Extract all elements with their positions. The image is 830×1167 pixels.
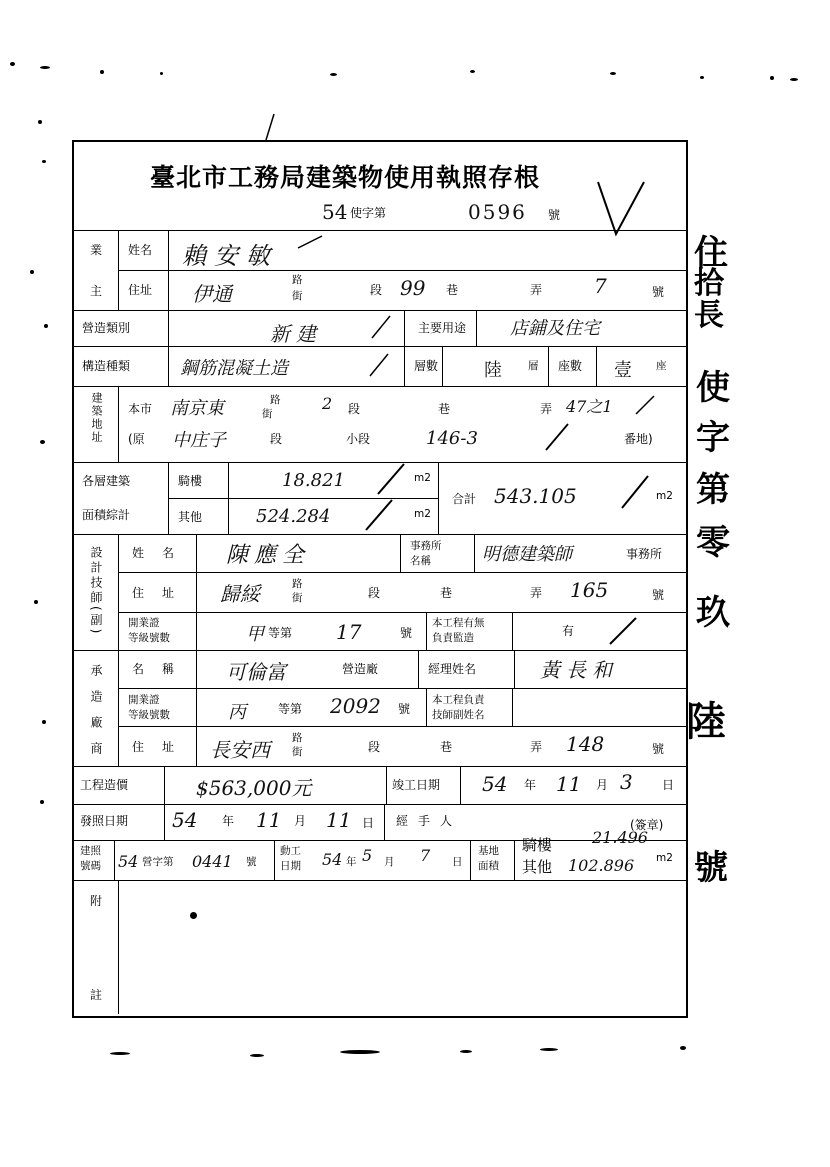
site-other-value: 102.896	[568, 856, 635, 875]
owner-name-label: 姓名	[128, 243, 153, 257]
cost-value: $563,000元	[196, 776, 312, 800]
contractor-road-label: 路	[292, 732, 303, 744]
owner-alley-value: 7	[594, 274, 607, 298]
site-road-value: 南京東	[170, 398, 224, 419]
site-street-label: 街	[262, 408, 273, 420]
area-label-2: 面積綜計	[82, 508, 131, 522]
margin-mark: 長	[694, 298, 724, 333]
construction-type-label: 營造類別	[82, 321, 131, 335]
supervision-label-2: 負責監造	[432, 632, 474, 644]
designer-seg-label: 段	[368, 586, 381, 600]
rule	[72, 310, 686, 311]
margin-mark: 號	[694, 848, 728, 888]
contractor-no-label: 號	[652, 742, 665, 756]
other-area-value: 524.284	[256, 506, 331, 527]
site-lot-label: 番地)	[624, 432, 653, 446]
start-date-label-1: 動工	[280, 845, 301, 857]
rule	[426, 688, 427, 726]
contractor-no-value: 148	[566, 732, 605, 756]
contractor-license-grade: 丙	[228, 702, 246, 723]
contractor-license-label-2: 等級號數	[128, 709, 170, 721]
site-area-unit: m2	[656, 852, 673, 864]
main-use-value: 店鋪及住宅	[510, 318, 600, 339]
rule	[596, 346, 597, 386]
contractor-name-label: 名稱	[132, 662, 193, 676]
designer-section-label: 設計技師(副)	[89, 546, 103, 637]
designer-license-grade: 甲	[246, 624, 264, 645]
site-seg-value: 2	[322, 394, 333, 413]
owner-lane-label: 巷	[446, 283, 459, 297]
build-permit-label-1: 建照	[80, 845, 101, 857]
site-seg2-label: 段	[270, 432, 283, 446]
rule	[196, 726, 197, 766]
area-label-1: 各層建築	[82, 474, 131, 488]
build-permit-suffix: 號	[246, 856, 257, 868]
rule	[548, 346, 549, 386]
arcade-value: 18.821	[282, 470, 345, 491]
notes-label-top: 附	[90, 894, 103, 908]
issue-month-label: 月	[294, 814, 307, 828]
designer-license-label-1: 開業證	[128, 617, 160, 629]
office-suffix: 事務所	[626, 547, 663, 561]
build-permit-label-2: 號碼	[80, 860, 101, 872]
owner-address-label: 住址	[128, 283, 153, 297]
owner-lane-value: 99	[400, 276, 426, 300]
build-permit-number: 0441	[192, 852, 233, 871]
permit-year: 54	[322, 200, 348, 224]
permit-char: 使字第	[350, 206, 387, 220]
permit-suffix: 號	[548, 208, 561, 222]
designer-road-label: 路	[292, 578, 303, 590]
rule	[168, 462, 169, 534]
issue-year: 54	[172, 808, 198, 832]
rule	[72, 346, 686, 347]
start-year-label: 年	[346, 856, 357, 868]
margin-mark: 住	[694, 233, 728, 273]
designer-name-label: 姓名	[132, 546, 193, 560]
site-lot-value: 146-3	[426, 428, 478, 449]
supervision-label-1: 本工程有無	[432, 617, 485, 629]
start-day: 7	[420, 846, 431, 865]
engineer-label-1: 本工程負責	[432, 694, 485, 706]
site-area-label-1: 基地	[478, 845, 499, 857]
start-month: 5	[362, 846, 373, 865]
site-orig-label: (原	[128, 432, 145, 446]
margin-mark: 字	[696, 418, 730, 458]
structure-value: 鋼筋混凝土造	[180, 358, 288, 379]
contractor-section-label: 承造廠商	[89, 664, 103, 768]
start-day-label: 日	[452, 856, 463, 868]
margin-mark: 零	[696, 523, 730, 563]
start-year: 54	[322, 850, 343, 869]
rule	[438, 462, 439, 534]
contractor-license-mid: 等第	[278, 702, 303, 716]
designer-address-value: 歸綏	[220, 582, 260, 606]
rule	[118, 688, 686, 689]
contractor-address-label: 住址	[132, 740, 193, 754]
designer-lane-label: 巷	[440, 586, 453, 600]
rule	[470, 840, 471, 880]
arcade-label: 騎樓	[178, 474, 203, 488]
issue-day-label: 日	[362, 816, 375, 830]
designer-license-label-2: 等級號數	[128, 632, 170, 644]
contractor-alley-label: 弄	[530, 740, 543, 754]
site-arcade-label: 騎樓	[522, 836, 553, 854]
issue-day: 11	[326, 808, 352, 832]
other-area-unit: m2	[414, 508, 431, 520]
floors-value: 陸	[484, 360, 502, 381]
buildings-value: 壹	[614, 360, 632, 381]
completion-day-label: 日	[662, 778, 675, 792]
completion-day: 3	[620, 770, 633, 794]
rule	[514, 840, 515, 880]
issue-year-label: 年	[222, 814, 235, 828]
designer-address-label: 住址	[132, 586, 193, 600]
owner-road-label: 路	[292, 274, 303, 286]
site-section-label: 建築地址	[90, 392, 103, 444]
rule	[72, 230, 686, 231]
contractor-lane-label: 巷	[440, 740, 453, 754]
margin-mark: 陸	[686, 698, 726, 745]
rule	[426, 612, 427, 650]
site-area-label-2: 面積	[478, 860, 499, 872]
site-orig-value: 中庄子	[172, 430, 226, 451]
contractor-name-value: 可倫富	[226, 660, 286, 684]
rule	[514, 650, 515, 688]
site-lane-label: 巷	[438, 402, 451, 416]
designer-name-value: 陳應全	[226, 543, 311, 568]
engineer-label-2: 技師副姓名	[432, 709, 485, 721]
office-label-1: 事務所	[410, 540, 442, 552]
rule	[228, 462, 229, 534]
rule	[474, 534, 475, 572]
rule	[118, 534, 119, 766]
contractor-license-no: 2092	[330, 694, 381, 718]
owner-address-value: 伊通	[192, 282, 232, 306]
rule	[512, 688, 513, 726]
completion-month-label: 月	[596, 778, 609, 792]
office-label-2: 名稱	[410, 555, 431, 567]
margin-mark: 玖	[696, 593, 730, 633]
designer-license-mid: 等第	[268, 626, 293, 640]
rule	[164, 766, 165, 804]
rule	[384, 804, 385, 840]
contractor-street-label: 街	[292, 746, 303, 758]
contractor-license-label-1: 開業證	[128, 694, 160, 706]
owner-name-value: 賴安敏	[182, 242, 278, 270]
site-seg-label: 段	[348, 402, 361, 416]
completion-label: 竣工日期	[392, 778, 441, 792]
margin-mark: 拾	[694, 266, 724, 301]
designer-street-label: 街	[292, 592, 303, 604]
supervision-value: 有	[562, 624, 575, 638]
owner-alley-label: 弄	[530, 283, 543, 297]
rule	[404, 310, 405, 386]
issue-month: 11	[256, 808, 282, 832]
build-permit-year: 54	[118, 852, 139, 871]
other-area-label: 其他	[178, 510, 203, 524]
start-month-label: 月	[384, 856, 395, 868]
rule	[476, 310, 477, 346]
rule	[118, 572, 686, 573]
completion-year: 54	[482, 772, 508, 796]
construction-type-value: 新建	[270, 322, 322, 346]
rule	[196, 534, 197, 572]
contractor-address-value: 長安西	[210, 738, 270, 762]
margin-mark: 第	[696, 470, 730, 510]
rule	[418, 650, 419, 688]
rule	[386, 766, 387, 804]
rule	[72, 880, 686, 881]
rule	[168, 498, 438, 499]
rule	[400, 534, 401, 572]
rule	[442, 346, 443, 386]
owner-section-bottom: 主	[90, 284, 103, 298]
rule	[114, 840, 115, 880]
buildings-label: 座數	[558, 359, 583, 373]
rule	[196, 688, 197, 726]
owner-street-label: 街	[292, 290, 303, 302]
rule	[460, 766, 461, 804]
site-arcade-value: 21.496	[592, 828, 648, 847]
rule	[72, 650, 686, 651]
build-permit-char: 營字第	[142, 856, 174, 868]
site-other-label: 其他	[522, 858, 553, 876]
contractor-name-suffix: 營造廠	[342, 662, 379, 676]
rule	[196, 572, 197, 612]
floors-label: 層數	[414, 359, 439, 373]
cost-label: 工程造價	[80, 778, 129, 792]
rule	[168, 310, 169, 386]
designer-no-value: 165	[570, 578, 609, 602]
site-city-label: 本市	[128, 402, 153, 416]
total-area-value: 543.105	[494, 484, 577, 508]
buildings-unit: 座	[656, 360, 667, 372]
designer-no-label: 號	[652, 588, 665, 602]
rule	[118, 726, 686, 727]
site-alley-label: 弄	[540, 402, 553, 416]
rule	[274, 840, 275, 880]
margin-mark: 使	[696, 368, 730, 408]
arcade-unit: m2	[414, 472, 431, 484]
rule	[118, 386, 119, 462]
designer-license-suffix: 號	[400, 626, 413, 640]
rule	[196, 650, 197, 688]
total-area-label: 合計	[452, 492, 477, 506]
notes-label-bottom: 註	[90, 988, 103, 1002]
designer-license-no: 17	[336, 620, 362, 644]
office-value: 明德建築師	[482, 544, 572, 565]
rule	[72, 534, 686, 535]
manager-value: 黃長和	[540, 658, 618, 682]
permit-number: 0596	[468, 200, 527, 224]
manager-label: 經理姓名	[428, 662, 477, 676]
site-road-label: 路	[270, 394, 281, 406]
floors-unit: 層	[528, 360, 539, 372]
contractor-seg-label: 段	[368, 740, 381, 754]
completion-month: 11	[556, 772, 582, 796]
total-area-unit: m2	[656, 490, 673, 502]
rule	[118, 230, 119, 310]
structure-label: 構造種類	[82, 359, 131, 373]
start-date-label-2: 日期	[280, 860, 301, 872]
issue-date-label: 發照日期	[80, 814, 129, 828]
designer-alley-label: 弄	[530, 586, 543, 600]
rule	[118, 612, 686, 613]
completion-year-label: 年	[524, 778, 537, 792]
rule	[164, 804, 165, 840]
rule	[512, 612, 513, 650]
site-no-value: 47之1	[566, 397, 613, 416]
rule	[118, 880, 119, 1014]
main-use-label: 主要用途	[418, 321, 467, 335]
handler-label: 經手人	[396, 814, 463, 828]
rule	[196, 612, 197, 650]
owner-section-top: 業	[90, 243, 103, 257]
rule	[168, 230, 169, 310]
sign-label: (簽章)	[630, 818, 664, 832]
site-subseg-label: 小段	[346, 432, 371, 446]
owner-seg-label: 段	[370, 283, 383, 297]
page-title: 臺北市工務局建築物使用執照存根	[150, 163, 541, 192]
rule	[72, 386, 686, 387]
owner-no-label: 號	[652, 285, 665, 299]
contractor-license-suffix: 號	[398, 702, 411, 716]
